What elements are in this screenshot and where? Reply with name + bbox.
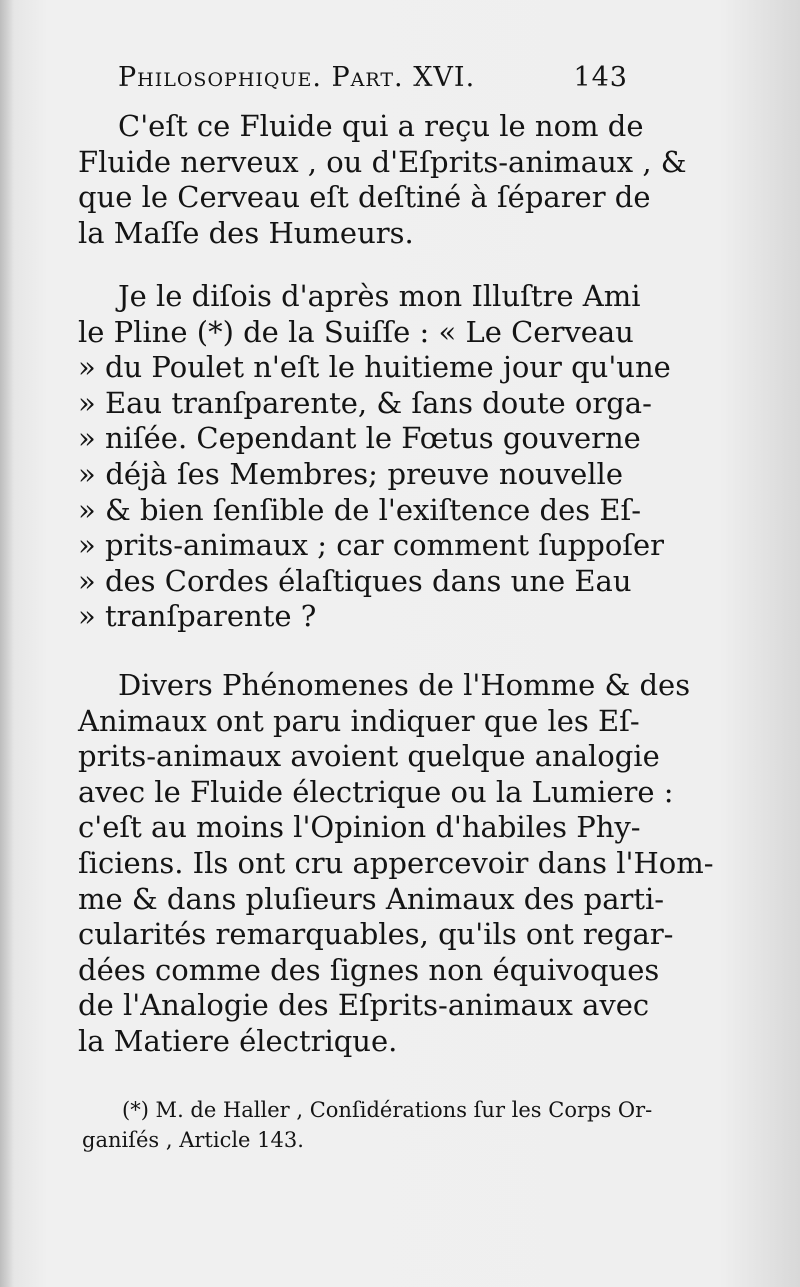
text-line: de l'Analogie des Eſprits-animaux avec [78, 988, 650, 1023]
running-title: Philosophique. Part. XVI. [118, 62, 476, 93]
text-line: cularités remarquables, qu'ils ont regar- [78, 917, 674, 952]
text-line: » déjà ſes Membres; preuve nouvelle [78, 456, 623, 491]
text-line: » tranſparente ? [78, 599, 317, 634]
text-line: C'eſt ce Fluide qui a reçu le nom de [118, 109, 644, 143]
text-line: ſiciens. Ils ont cru appercevoir dans l'Hom- [78, 845, 714, 880]
paragraph-1 [78, 109, 687, 251]
footnote [82, 1095, 653, 1155]
text-line: » & bien ſenſible de l'exiſtence des Eſ- [78, 492, 642, 527]
text-line: » des Cordes élaſtiques dans une Eau [78, 563, 632, 598]
text-line: Divers Phénomenes de l'Homme & des [118, 668, 691, 702]
text-line: » du Poulet n'eſt le huitieme jour qu'une [78, 350, 671, 385]
text-line: Animaux ont paru indiquer que les Eſ- [78, 703, 640, 738]
text-line: Je le diſois d'après mon Illuſtre Ami [118, 279, 641, 313]
text-line: dées comme des ſignes non équivoques [78, 952, 660, 987]
text-line: la Maſſe des Humeurs. [78, 215, 414, 250]
text-line: le Pline (*) de la Suiſſe : « Le Cerveau [78, 314, 634, 349]
text-line: que le Cerveau eſt deſtiné à ſéparer de [78, 180, 651, 215]
text-line: avec le Fluide électrique ou la Lumiere : [78, 774, 674, 809]
paragraph-2 [78, 279, 671, 635]
text-line: me & dans pluſieurs Animaux des parti- [78, 881, 665, 916]
footnote-line: (*) M. de Haller , Conſidérations ſur les Corps Or- [122, 1098, 653, 1122]
paragraph-3 [78, 668, 714, 1060]
page-header [118, 62, 628, 93]
text-line: » prits-animaux ; car comment ſuppoſer [78, 528, 665, 563]
text-line: » niſée. Cependant le Fœtus gouverne [78, 421, 641, 456]
text-line: prits-animaux avoient quelque analogie [78, 739, 660, 774]
text-line: Fluide nerveux , ou d'Eſprits-animaux , & [78, 144, 687, 179]
page-number: 143 [573, 62, 628, 93]
footnote-line: ganiſés , Article 143. [82, 1128, 304, 1152]
text-line: » Eau tranſparente, & ſans doute orga- [78, 385, 652, 420]
text-line: la Matiere électrique. [78, 1023, 398, 1058]
text-line: c'eſt au moins l'Opinion d'habiles Phy- [78, 810, 641, 845]
